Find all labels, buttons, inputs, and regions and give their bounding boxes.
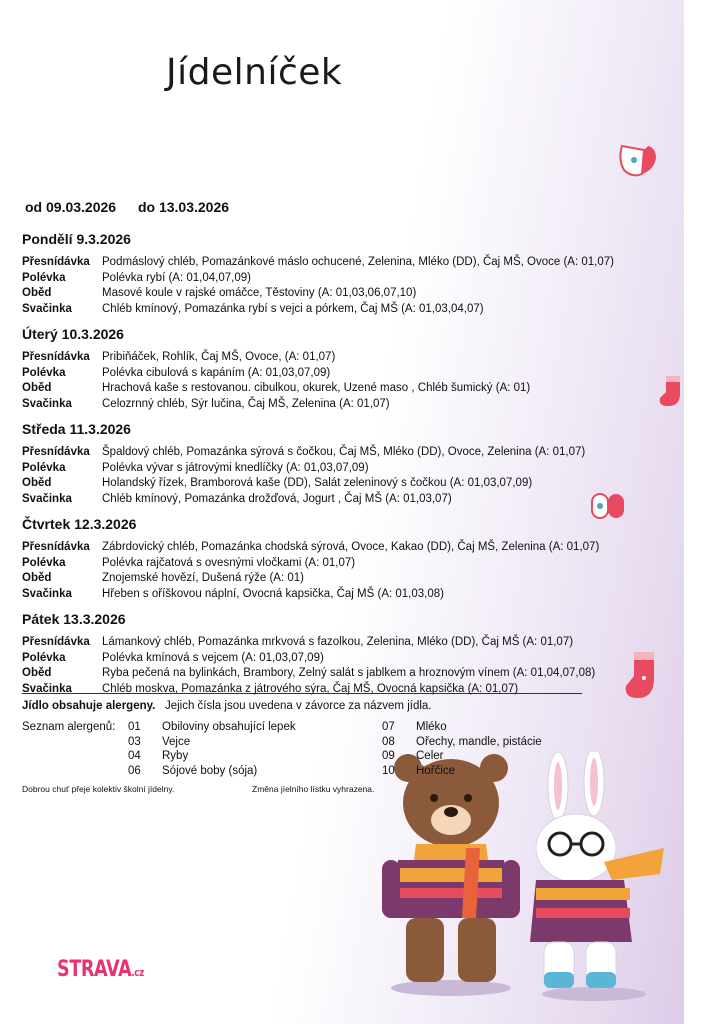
meal-text: Polévka cibulová s kapáním (A: 01,03,07,09) (102, 366, 331, 379)
meal-text: Polévka kmínová s vejcem (A: 01,03,07,09) (102, 651, 324, 664)
meal-label: Oběd (22, 572, 52, 584)
meal-label: Polévka (22, 651, 66, 664)
meal-label: Přesnídávka (22, 351, 90, 363)
meal-label: Polévka (22, 556, 66, 569)
meal-row (22, 635, 672, 651)
meal-text: Zábrdovický chléb, Pomazánka chodská sýrová, Ovoce, Kakao (DD), Čaj MŠ, Zelenina (A: 01,07) (102, 541, 600, 553)
meal-text: Masové koule v rajské omáčce, Těstoviny (A: 01,03,06,07,10) (102, 287, 417, 299)
meal-label: Polévka (22, 461, 66, 474)
allergen-item (382, 720, 447, 735)
weekly-menu (22, 230, 672, 705)
meal-label: Oběd (22, 667, 52, 679)
meal-text: Hřeben s oříškovou náplní, Ovocná kapsička, Čaj MŠ (A: 01,03,08) (102, 587, 444, 600)
meal-label: Svačinka (22, 492, 72, 505)
meal-label: Polévka (22, 366, 66, 379)
meal-row (22, 666, 672, 682)
divider (22, 693, 582, 694)
meal-row (22, 286, 672, 302)
allergen-item (128, 749, 188, 764)
meal-label: Svačinka (22, 397, 72, 410)
bear-illustration (376, 748, 526, 998)
allergy-note-text: Jejich čísla jsou uvedena v závorce za názvem jídla. (164, 700, 432, 712)
allergen-item (128, 764, 257, 779)
meal-row (22, 571, 672, 587)
day-wednesday (22, 420, 672, 507)
allergen-name: Mléko (416, 721, 447, 733)
allergen-code: 03 (128, 735, 141, 748)
allergen-code: 08 (382, 735, 395, 748)
meal-label: Oběd (22, 477, 52, 489)
allergen-name: Vejce (162, 735, 191, 748)
meal-row (22, 651, 672, 667)
meal-label: Svačinka (22, 587, 72, 600)
allergen-name: Ryby (162, 750, 189, 762)
meal-row (22, 461, 672, 477)
allergen-item (382, 749, 443, 764)
meal-label: Svačinka (22, 302, 72, 315)
allergen-item (128, 720, 296, 735)
meal-text: Lámankový chléb, Pomazánka mrkvová s fazolkou, Zelenina, Mléko (DD), Čaj MŠ (A: 01,07) (102, 636, 574, 648)
allergen-item (382, 764, 455, 779)
meal-row (22, 476, 672, 492)
meal-row (22, 381, 672, 397)
meal-text: Pribiňáček, Rohlík, Čaj MŠ, Ovoce, (A: 01,07) (102, 351, 336, 363)
meal-row (22, 255, 672, 271)
allergen-name: Ořechy, mandle, pistácie (416, 735, 542, 748)
document-title: Jídelníček (166, 52, 343, 93)
date-range (25, 199, 247, 215)
meal-text: Polévka vývar s játrovými knedlíčky (A: 01,03,07,09) (102, 461, 369, 474)
meal-row (22, 556, 672, 572)
day-title: Středa 11.3.2026 (22, 421, 131, 437)
meal-row (22, 350, 672, 366)
meal-text: Holandský řízek, Bramborová kaše (DD), Salát zeleninový s čočkou (A: 01,03,07,09) (102, 477, 533, 489)
allergen-code: 01 (128, 721, 141, 733)
meal-text: Znojemské hovězí, Dušená rýže (A: 01) (102, 572, 304, 584)
allergen-list-label: Seznam alergenů: (22, 721, 116, 733)
meal-row (22, 587, 672, 603)
day-title: Úterý 10.3.2026 (22, 326, 124, 342)
meal-label: Přesnídávka (22, 446, 90, 458)
allergen-code: 09 (382, 750, 395, 762)
strava-logo (57, 957, 144, 982)
bunny-illustration (524, 752, 674, 1002)
allergen-code: 04 (128, 750, 141, 762)
allergen-item (128, 735, 190, 750)
allergen-name: Hořčice (416, 764, 455, 777)
day-monday (22, 230, 672, 317)
meal-row (22, 540, 672, 556)
allergen-name: Celer (416, 750, 444, 762)
meal-row (22, 397, 672, 413)
footer-greeting: Dobrou chuť přeje kolektiv školní jídelny. (22, 784, 175, 794)
meal-row (22, 682, 672, 698)
meal-text: Chléb kmínový, Pomazánka drožďová, Jogurt , Čaj MŠ (A: 01,03,07) (102, 492, 452, 505)
meal-text: Chléb moskva, Pomazánka z játrového sýra, Čaj MŠ, Ovocná kapsička (A: 01,07) (102, 682, 519, 695)
meal-label: Přesnídávka (22, 256, 90, 268)
logo-main: STRAVA (57, 957, 132, 982)
allergy-note-bold: Jídlo obsahuje alergeny. (22, 700, 156, 712)
meal-row (22, 492, 672, 508)
meal-text: Ryba pečená na bylinkách, Brambory, Zelný salát s jablkem a hroznovým vínem (A: 01,04,07,08) (102, 667, 596, 679)
meal-text: Podmáslový chléb, Pomazánkové máslo ochucené, Zelenina, Mléko (DD), Čaj MŠ, Ovoce (A: 01,07) (102, 256, 614, 268)
date-to: do 13.03.2026 (137, 199, 230, 215)
date-from: od 09.03.2026 (25, 199, 117, 215)
meal-text: Celozrnný chléb, Sýr lučina, Čaj MŠ, Zelenina (A: 01,07) (102, 397, 390, 410)
meal-row (22, 302, 672, 318)
meal-label: Přesnídávka (22, 636, 90, 648)
allergen-code: 07 (382, 721, 395, 733)
meal-text: Hrachová kaše s restovanou. cibulkou, okurek, Uzené maso , Chléb šumický (A: 01) (102, 382, 531, 394)
day-title: Čtvrtek 12.3.2026 (22, 516, 137, 532)
meal-row (22, 445, 672, 461)
meal-text: Polévka rybí (A: 01,04,07,09) (102, 271, 251, 284)
mitten-icon (614, 140, 662, 180)
meal-label: Oběd (22, 287, 52, 299)
meal-label: Polévka (22, 271, 66, 284)
footer-disclaimer: Změna jíelního lístku vyhrazena. (252, 784, 375, 794)
allergy-note (22, 700, 432, 712)
day-title: Pátek 13.3.2026 (22, 611, 126, 627)
allergen-code: 06 (128, 764, 141, 777)
allergen-name: Sójové boby (sója) (162, 764, 258, 777)
meal-label: Svačinka (22, 682, 72, 695)
meal-row (22, 366, 672, 382)
day-tuesday (22, 325, 672, 412)
day-friday (22, 610, 672, 697)
meal-label: Přesnídávka (22, 541, 90, 553)
logo-suffix: .cz (131, 966, 144, 979)
meal-text: Chléb kmínový, Pomazánka rybí s vejci a pórkem, Čaj MŠ (A: 01,03,04,07) (102, 302, 484, 315)
meal-text: Špaldový chléb, Pomazánka sýrová s čočkou, Čaj MŠ, Mléko (DD), Ovoce, Zelenina (A: 01,07) (102, 446, 586, 458)
meal-text: Polévka rajčatová s ovesnými vločkami (A: 01,07) (102, 556, 356, 569)
allergen-item (382, 735, 542, 750)
page-margin (684, 0, 724, 1024)
day-thursday (22, 515, 672, 602)
meal-row (22, 271, 672, 287)
allergen-name: Obiloviny obsahující lepek (162, 721, 296, 733)
allergen-code: 10 (382, 764, 395, 777)
meal-label: Oběd (22, 382, 52, 394)
day-title: Pondělí 9.3.2026 (22, 231, 131, 247)
